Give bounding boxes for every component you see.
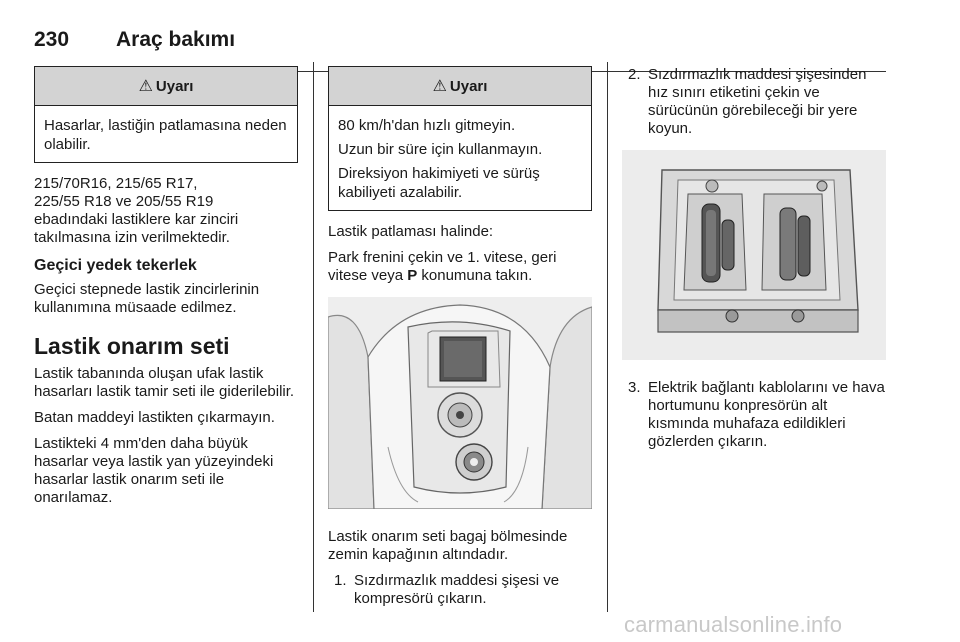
warning-text: Uzun bir süre için kullanmayın. — [338, 141, 543, 158]
paragraph: Lastikteki 4 mm'den daha büyük hasarlar veya lastik yan yüzeyindeki hasarlar lastik onarım seti ile onarılamaz. — [34, 435, 274, 506]
section-title: Lastik onarım seti — [34, 333, 230, 359]
warning-text: 80 km/h'dan hızlı gitmeyin. — [338, 117, 516, 134]
warning-header — [329, 67, 591, 106]
list-item: 3. Elektrik bağlantı kablolarını ve hava hortumunu konpresörün alt kısmında muhafaza edildikleri gözlerden çıkarın. — [628, 379, 885, 450]
warning-box — [328, 66, 592, 211]
warning-triangle-icon: ⚠ — [432, 78, 447, 95]
page-title: Araç bakımı — [116, 28, 236, 51]
page-number: 230 — [34, 28, 70, 51]
column-1 — [34, 66, 298, 515]
tire-sizes-text: 215/70R16, 215/65 R17, 225/55 R18 ve 205/55 R19 ebadındaki lastiklere kar zinciri takılmasına izin verilmektedir. — [34, 175, 239, 246]
spare-wheel-text: Geçici stepnede lastik zincirlerinin kullanımına müsaade edilmez. — [34, 281, 260, 316]
kit-location-text: Lastik onarım seti bagaj bölmesinde zemin kapağının altındadır. — [328, 528, 568, 563]
warning-text: Hasarlar, lastiğin patlamasına neden olabilir. — [44, 117, 287, 153]
steps-list — [622, 379, 886, 451]
warning-text: Direksiyon hakimiyeti ve sürüş kabiliyeti azalabilir. — [338, 165, 540, 201]
park-instruction: Park frenini çekin ve 1. vitese, geri vitese veya P konumuna takın. — [328, 249, 557, 284]
steps-list — [622, 66, 886, 138]
column-divider-1 — [313, 62, 314, 612]
warning-triangle-icon: ⚠ — [138, 78, 153, 95]
steps-list — [328, 572, 592, 608]
warning-body — [35, 106, 297, 162]
spare-wheel-heading: Geçici yedek tekerlek — [34, 257, 197, 274]
warning-title: Uyarı — [155, 77, 194, 95]
warning-title: Uyarı — [449, 77, 488, 95]
page-header — [34, 22, 886, 52]
column-2 — [328, 66, 592, 616]
list-item: 1. Sızdırmazlık maddesi şişesi ve kompresörü çıkarın. — [334, 572, 560, 607]
column-divider-2 — [607, 62, 608, 612]
paragraph: Lastik tabanında oluşan ufak lastik hasarları lastik tamir seti ile giderilebilir. — [34, 365, 295, 400]
column-3 — [622, 66, 886, 459]
trunk-floor-illustration — [328, 297, 592, 509]
flat-tire-intro: Lastik patlaması halinde: — [328, 223, 494, 240]
warning-body — [329, 106, 591, 210]
watermark-logo: carmanualsonline.info — [624, 612, 843, 637]
warning-header — [35, 67, 297, 106]
repair-kit-illustration — [622, 150, 886, 360]
warning-box — [34, 66, 298, 163]
list-item: 2. Sızdırmazlık maddesi şişesinden hız sınırı etiketini çekin ve sürücünün görebileceği bir yere koyun. — [628, 66, 867, 137]
paragraph: Batan maddeyi lastikten çıkarmayın. — [34, 409, 275, 426]
